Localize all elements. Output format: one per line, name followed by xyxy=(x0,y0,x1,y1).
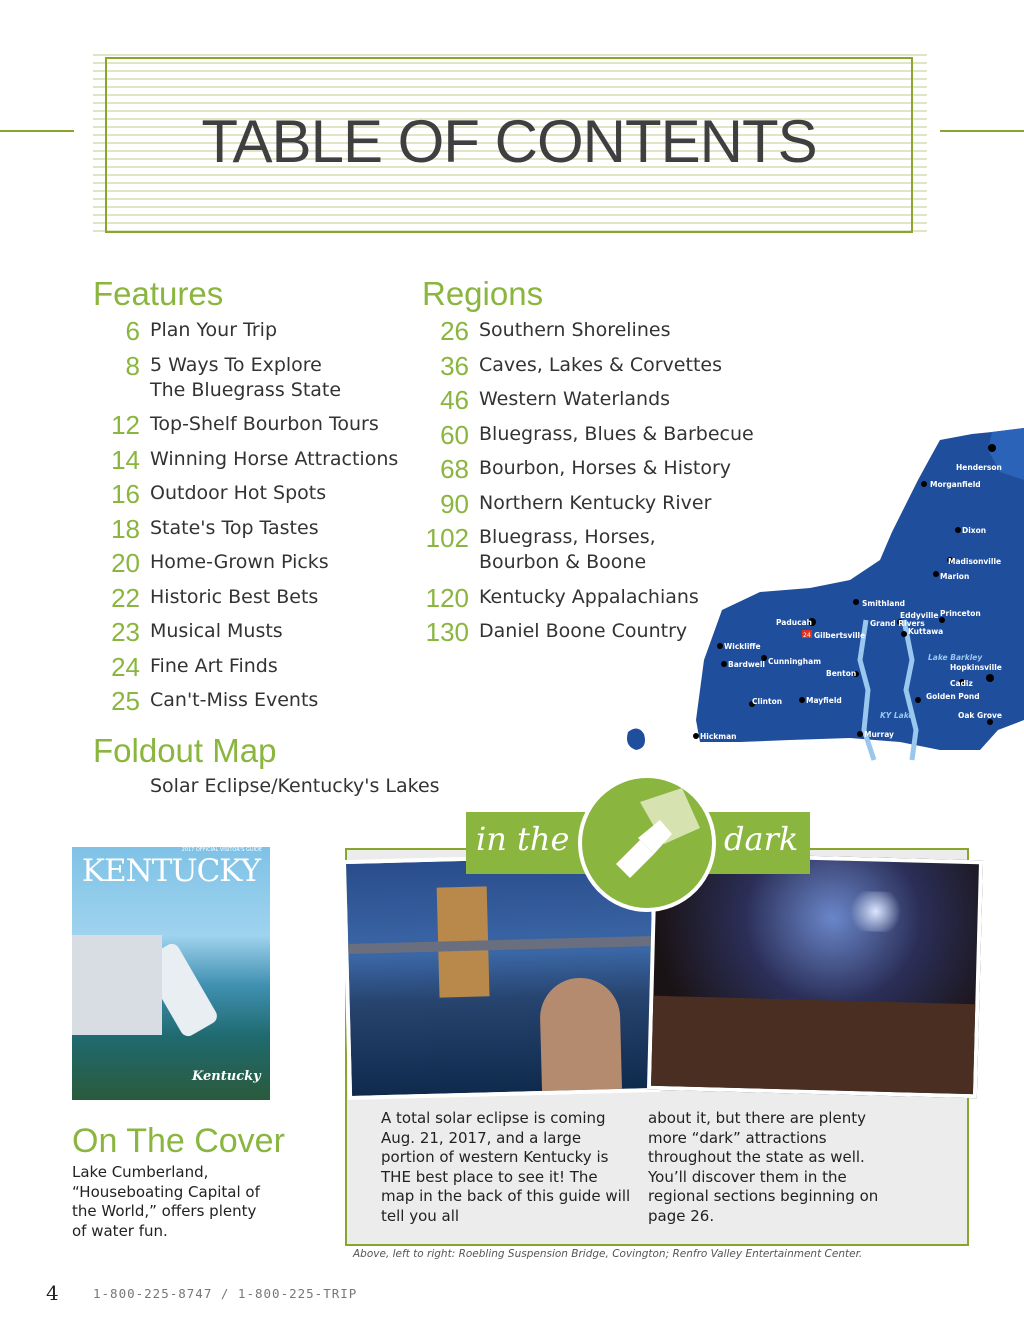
svg-text:Clinton: Clinton xyxy=(752,697,783,706)
svg-text:Murray: Murray xyxy=(864,730,894,739)
svg-text:Hopkinsville: Hopkinsville xyxy=(950,663,1002,672)
svg-text:Lake Barkley: Lake Barkley xyxy=(928,653,983,662)
stage-lights xyxy=(845,891,906,933)
features-label: Plan Your Trip xyxy=(150,319,278,341)
page-title: TABLE OF CONTENTS xyxy=(201,108,817,175)
regions-label: Daniel Boone Country xyxy=(479,620,688,642)
magazine-cover-image[interactable] xyxy=(72,847,270,1100)
cover-subtitle: 2017 OFFICIAL VISITOR'S GUIDE xyxy=(181,847,262,853)
audience-shape xyxy=(651,996,975,1094)
dark-text-col1: A total solar eclipse is coming Aug. 21, 2017, and a large portion of western Kentucky is THE best place to see it! The map in the back of this guide will tell you all xyxy=(381,1109,631,1225)
cover-description: Lake Cumberland, “Houseboating Capital of the World,” offers plenty of water fun. xyxy=(72,1163,260,1240)
svg-text:Eddyville: Eddyville xyxy=(900,611,939,620)
banner-text-dark: dark xyxy=(724,820,799,858)
features-item[interactable] xyxy=(92,547,329,579)
svg-text:Wickliffe: Wickliffe xyxy=(724,642,761,651)
dark-text-col2: about it, but there are plenty more “dark” attractions throughout the state as well. You’ll discover them in the regional sections beginning on page 26. xyxy=(648,1109,879,1225)
couple-shape xyxy=(539,977,622,1091)
foldout-heading: Foldout Map xyxy=(93,732,277,769)
regions-item[interactable] xyxy=(421,315,670,347)
cover-logo: Kentucky xyxy=(192,1069,261,1084)
features-item[interactable] xyxy=(92,350,341,403)
features-label: State's Top Tastes xyxy=(150,517,319,539)
regions-item[interactable] xyxy=(421,350,722,382)
svg-text:Morganfield: Morganfield xyxy=(930,480,981,489)
features-item[interactable] xyxy=(92,685,318,717)
banner-text-in-the: in the xyxy=(476,820,570,858)
svg-text:24: 24 xyxy=(803,632,811,639)
svg-text:Mayfield: Mayfield xyxy=(806,696,842,705)
features-label: Outdoor Hot Spots xyxy=(150,482,327,504)
cover-magazine-title: KENTUCKY xyxy=(81,853,261,889)
features-item[interactable] xyxy=(92,513,319,545)
svg-text:Paducah: Paducah xyxy=(776,618,812,627)
features-item[interactable] xyxy=(92,582,318,614)
svg-text:Dixon: Dixon xyxy=(962,526,987,535)
regions-page-number: 68 xyxy=(440,454,469,484)
regions-page-number: 130 xyxy=(425,617,469,647)
bridge-deck-shape xyxy=(348,936,652,954)
features-label: Winning Horse Attractions xyxy=(150,448,399,470)
features-label: Home-Grown Picks xyxy=(150,551,329,573)
regions-label: Bluegrass, Horses, Bourbon & Boone xyxy=(479,526,656,573)
features-page-number: 6 xyxy=(125,316,140,346)
svg-text:Bardwell: Bardwell xyxy=(728,660,766,669)
regions-label: Bluegrass, Blues & Barbecue xyxy=(479,423,754,445)
features-page-number: 24 xyxy=(111,652,140,682)
svg-text:Cunningham: Cunningham xyxy=(768,657,822,666)
flashlight-badge xyxy=(578,774,716,912)
page-number: 4 xyxy=(46,1281,59,1305)
svg-text:Gilbertsville: Gilbertsville xyxy=(814,631,866,640)
features-page-number: 23 xyxy=(111,617,140,647)
features-label: Can't-Miss Events xyxy=(150,689,319,711)
features-heading: Features xyxy=(93,275,224,312)
regions-page-number: 120 xyxy=(425,583,469,613)
regions-label: Caves, Lakes & Corvettes xyxy=(479,354,722,376)
features-page-number: 16 xyxy=(111,479,140,509)
svg-text:Smithland: Smithland xyxy=(862,599,906,608)
features-item[interactable] xyxy=(92,651,278,683)
cover-heading: On The Cover xyxy=(72,1122,285,1160)
foldout-label[interactable]: Solar Eclipse/Kentucky's Lakes xyxy=(150,775,440,797)
svg-text:Madisonville: Madisonville xyxy=(948,557,1002,566)
regions-label: Kentucky Appalachians xyxy=(479,586,699,608)
map-island xyxy=(627,728,645,750)
features-item[interactable] xyxy=(92,315,277,347)
title-rule-left xyxy=(0,130,74,132)
highway-shield xyxy=(802,630,812,639)
cover-houseboat-shape xyxy=(72,935,162,1035)
features-item[interactable] xyxy=(92,616,283,648)
features-label: Historic Best Bets xyxy=(150,586,319,608)
svg-text:Grand Rivers: Grand Rivers xyxy=(870,619,925,628)
features-label: Fine Art Finds xyxy=(150,655,278,677)
svg-text:Marion: Marion xyxy=(940,572,970,581)
svg-text:Kuttawa: Kuttawa xyxy=(908,627,944,636)
features-page-number: 25 xyxy=(111,686,140,716)
features-page-number: 22 xyxy=(111,583,140,613)
regions-page-number: 90 xyxy=(440,489,469,519)
regions-heading: Regions xyxy=(422,275,544,312)
features-label: Top-Shelf Bourbon Tours xyxy=(150,413,379,435)
photo-caption: Above, left to right: Roebling Suspension Bridge, Covington; Renfro Valley Entertainment Center. xyxy=(353,1248,863,1260)
regions-label: Southern Shorelines xyxy=(479,319,671,341)
svg-text:Golden Pond: Golden Pond xyxy=(926,692,980,701)
svg-text:Oak Grove: Oak Grove xyxy=(958,711,1003,720)
features-item[interactable] xyxy=(92,409,379,441)
regions-label: Northern Kentucky River xyxy=(479,492,712,514)
regions-page-number: 60 xyxy=(440,420,469,450)
svg-text:Cadiz: Cadiz xyxy=(950,679,973,688)
regions-page-number: 46 xyxy=(440,385,469,415)
flashlight-icon xyxy=(582,778,712,908)
regions-page-number: 36 xyxy=(440,351,469,381)
regions-item[interactable] xyxy=(421,384,670,416)
features-page-number: 14 xyxy=(111,445,140,475)
svg-text:Princeton: Princeton xyxy=(940,609,981,618)
features-label: 5 Ways To Explore The Bluegrass State xyxy=(150,354,342,401)
svg-text:Hickman: Hickman xyxy=(700,732,737,741)
features-label: Musical Musts xyxy=(150,620,283,642)
svg-text:Henderson: Henderson xyxy=(956,463,1002,472)
features-item[interactable] xyxy=(92,478,326,510)
features-page-number: 8 xyxy=(125,351,140,381)
western-kentucky-map xyxy=(600,420,1024,780)
regions-label: Bourbon, Horses & History xyxy=(479,457,732,479)
features-page-number: 12 xyxy=(111,410,140,440)
map-landmass xyxy=(696,428,1024,750)
regions-label: Western Waterlands xyxy=(479,388,671,410)
svg-text:Benton: Benton xyxy=(826,669,857,678)
title-rule-right xyxy=(940,130,1024,132)
features-page-number: 20 xyxy=(111,548,140,578)
phone-numbers: 1-800-225-8747 / 1-800-225-TRIP xyxy=(93,1286,358,1301)
svg-text:KY Lake: KY Lake xyxy=(880,711,914,720)
features-item[interactable] xyxy=(92,444,398,476)
regions-page-number: 102 xyxy=(425,523,469,553)
features-page-number: 18 xyxy=(111,514,140,544)
regions-page-number: 26 xyxy=(440,316,469,346)
